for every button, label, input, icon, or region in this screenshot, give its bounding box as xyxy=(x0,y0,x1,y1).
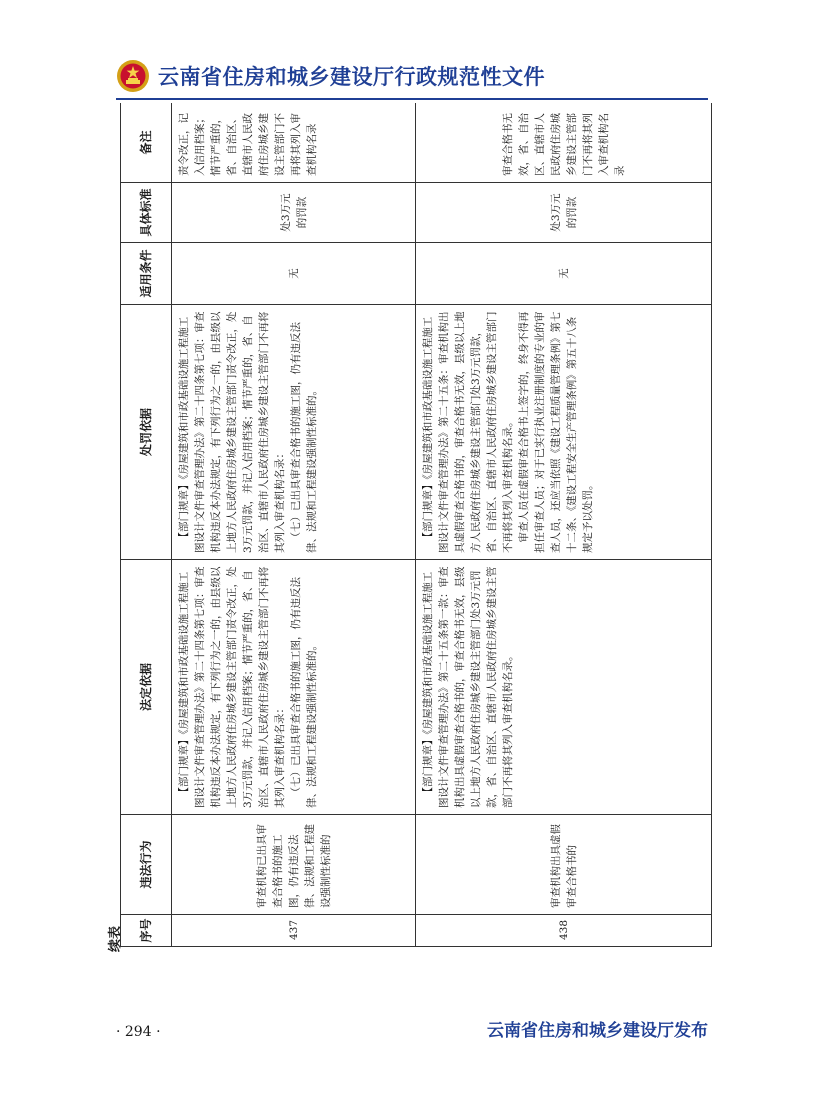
legal-basis-text: 【部门规章】《房屋建筑和市政基础设施工程施工图设计文件审查管理办法》第二十五条第一款：审查机构出具虚假审查合格书的，审查合格书无效，县级以上地方人民政府住房城乡建设主管部门处3万元罚款，省、自治区、直辖市人民政府住房城乡建设主管部门不再将其列入审查机构名录。 xyxy=(422,566,515,808)
row-seq: 437 xyxy=(172,915,416,947)
col-header-legal-basis: 法定依据 xyxy=(121,560,172,815)
col-header-conditions: 适用条件 xyxy=(121,243,172,305)
row-penalty-basis xyxy=(416,305,712,560)
row-standard: 处3万元的罚款 xyxy=(172,183,416,243)
publisher-label: 云南省住房和城乡建设厅发布 xyxy=(487,1021,708,1041)
legal-basis-text: 【部门规章】《房屋建筑和市政基础设施工程施工图设计文件审查管理办法》第二十四条第七项：审查机构违反本办法规定，有下列行为之一的，由县级以上地方人民政府住房城乡建设主管部门责令改正，处3万元罚款，并记入信用档案；情节严重的，省、自治区、直辖市人民政府住房城乡建设主管部门不再将其列入审查机构名录： xyxy=(178,566,286,808)
row-conditions: 无 xyxy=(172,243,416,305)
row-penalty-basis xyxy=(172,305,416,560)
table-row xyxy=(416,103,712,947)
row-act: 审查机构已出具审查合格书的施工图，仍有违反法律、法规和工程建设强制性标准的 xyxy=(172,815,416,915)
penalty-table xyxy=(120,103,712,947)
page-header xyxy=(116,58,545,94)
col-header-penalty-basis: 处罚依据 xyxy=(121,305,172,560)
col-header-notes: 备注 xyxy=(121,103,172,183)
row-standard: 处3万元的罚款 xyxy=(416,183,712,243)
row-act: 审查机构出具虚假审查合格书的 xyxy=(416,815,712,915)
penalty-basis-item: 审查人员在虚假审查合格书上签字的，终身不得再担任审查人员；对于已实行执业注册制度的专业的审查人员，还应当依照《建设工程质量管理条例》第七十二条、《建设工程安全生产管理条例》第五十八条规定予以处罚。 xyxy=(518,311,595,553)
continued-label: 续表 xyxy=(108,925,123,952)
row-conditions: 无 xyxy=(416,243,712,305)
legal-basis-item: （七）已出具审查合格书的施工图，仍有违反法律、法规和工程建设强制性标准的。 xyxy=(290,577,318,808)
row-seq: 438 xyxy=(416,915,712,947)
penalty-basis-text: 【部门规章】《房屋建筑和市政基础设施工程施工图设计文件审查管理办法》第二十五条：审查机构出具虚假审查合格书的，审查合格书无效，县级以上地方人民政府住房城乡建设主管部门处3万元罚款，省、自治区、直辖市人民政府住房城乡建设主管部门不再将其列入审查机构名录。 xyxy=(422,311,515,553)
national-emblem-icon xyxy=(116,59,150,93)
penalty-table-rotated xyxy=(120,103,712,947)
col-header-act: 违法行为 xyxy=(121,815,172,915)
row-notes: 审查合格书无效，省、自治区、直辖市人民政府住房城乡建设主管部门不再将其列入审查机构名录 xyxy=(416,103,712,183)
row-legal-basis xyxy=(416,560,712,815)
header-rule xyxy=(116,98,708,100)
penalty-table-frame xyxy=(120,103,712,947)
penalty-basis-text: 【部门规章】《房屋建筑和市政基础设施工程施工图设计文件审查管理办法》第二十四条第七项：审查机构违反本办法规定，有下列行为之一的，由县级以上地方人民政府住房城乡建设主管部门责令改正，处3万元罚款，并记入信用档案；情节严重的，省、自治区、直辖市人民政府住房城乡建设主管部门不再将其列入审查机构名录： xyxy=(178,311,286,553)
table-header-row xyxy=(121,103,172,947)
col-header-seq: 序号 xyxy=(121,915,172,947)
row-legal-basis xyxy=(172,560,416,815)
penalty-basis-item: （七）已出具审查合格书的施工图，仍有违反法律、法规和工程建设强制性标准的。 xyxy=(290,322,318,553)
table-row xyxy=(172,103,416,947)
row-notes: 责令改正，记入信用档案；情节严重的，省、自治区、直辖市人民政府住房城乡建设主管部门不再将其列入审查机构名录 xyxy=(172,103,416,183)
header-title: 云南省住房和城乡建设厅行政规范性文件 xyxy=(158,65,545,89)
page-number: · 294 · xyxy=(116,1024,161,1040)
col-header-standard: 具体标准 xyxy=(121,183,172,243)
